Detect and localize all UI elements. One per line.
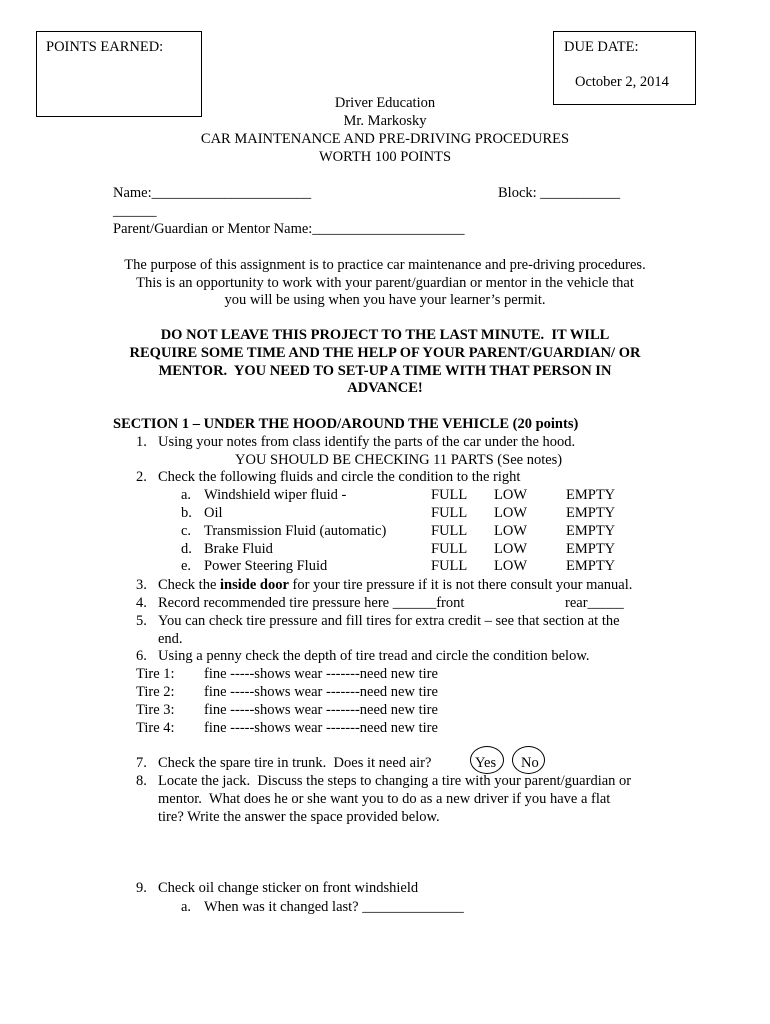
item-1-number: 1. <box>136 434 147 450</box>
tire-label: Tire 2: <box>136 684 175 700</box>
fluid-letter: b. <box>181 505 192 521</box>
teacher-name: Mr. Markosky <box>343 113 427 129</box>
fluid-letter: d. <box>181 541 192 557</box>
tire-label: Tire 4: <box>136 720 175 736</box>
item-3-text-pre: Check the <box>158 577 221 593</box>
item-8-line-1: Locate the jack. Discuss the steps to changing a tire with your parent/guardian or <box>158 773 632 789</box>
tire-options[interactable]: fine -----shows wear -------need new tire <box>204 720 438 736</box>
item-8-line-3: tire? Write the answer the space provided below. <box>158 809 440 825</box>
item-5-text-continued: end. <box>158 631 183 647</box>
item-2-text: Check the following fluids and circle the condition to the right <box>158 469 521 485</box>
yes-option[interactable]: Yes <box>475 755 497 771</box>
item-1-subtext: YOU SHOULD BE CHECKING 11 PARTS (See notes) <box>235 452 563 468</box>
item-2-number: 2. <box>136 469 147 485</box>
purpose-line-3: you will be using when you have your learner’s permit. <box>224 292 546 308</box>
fluid-letter: a. <box>181 487 192 503</box>
assignment-worth: WORTH 100 POINTS <box>318 149 452 165</box>
name-field: Name:______________________ <box>113 185 312 201</box>
warning-line-4: ADVANCE! <box>347 380 423 396</box>
tire-options[interactable]: fine -----shows wear -------need new tire <box>204 702 438 718</box>
fluid-full-option[interactable]: FULL <box>431 523 468 539</box>
fluid-low-option[interactable]: LOW <box>494 558 528 574</box>
fluid-empty-option[interactable]: EMPTY <box>566 523 616 539</box>
warning-line-2: REQUIRE SOME TIME AND THE HELP OF YOUR PARENT/GUARDIAN/ OR <box>129 345 641 361</box>
item-4-number: 4. <box>136 595 147 611</box>
purpose-line-1: The purpose of this assignment is to practice car maintenance and pre-driving procedures. <box>124 257 646 273</box>
points-earned-label: POINTS EARNED: <box>46 39 164 55</box>
item-9a-text: When was it changed last? ______________ <box>204 899 464 915</box>
item-4-text: Record recommended tire pressure here ______front <box>158 595 465 611</box>
fluid-full-option[interactable]: FULL <box>431 487 468 503</box>
item-3-text-post: for your tire pressure if it is not there consult your manual. <box>288 577 633 593</box>
due-date-box <box>553 31 696 105</box>
item-9-text: Check oil change sticker on front windshield <box>158 880 419 896</box>
item-1-text: Using your notes from class identify the parts of the car under the hood. <box>158 434 576 450</box>
item-4-rear: rear_____ <box>565 595 624 611</box>
fluid-empty-option[interactable]: EMPTY <box>566 558 616 574</box>
fluid-low-option[interactable]: LOW <box>494 505 528 521</box>
fluid-name: Windshield wiper fluid - <box>204 487 347 503</box>
item-9-number: 9. <box>136 880 147 896</box>
item-3-number: 3. <box>136 577 147 593</box>
item-6-text: Using a penny check the depth of tire tread and circle the condition below. <box>158 648 590 664</box>
fluid-low-option[interactable]: LOW <box>494 523 528 539</box>
item-9a-letter: a. <box>181 899 192 915</box>
item-3-text-bold: inside door <box>220 577 289 593</box>
item-3-text <box>158 578 632 593</box>
warning-line-3: MENTOR. YOU NEED TO SET-UP A TIME WITH THAT PERSON IN <box>158 363 612 379</box>
warning-line-1: DO NOT LEAVE THIS PROJECT TO THE LAST MINUTE. IT WILL <box>160 327 610 343</box>
item-7-text: Check the spare tire in trunk. Does it need air? <box>158 755 432 771</box>
fluid-full-option[interactable]: FULL <box>431 558 468 574</box>
no-option[interactable]: No <box>521 755 539 771</box>
fluid-empty-option[interactable]: EMPTY <box>566 487 616 503</box>
purpose-line-2: This is an opportunity to work with your parent/guardian or mentor in the vehicle that <box>136 275 634 291</box>
item-8-number: 8. <box>136 773 147 789</box>
item-7-number: 7. <box>136 755 147 771</box>
fluid-empty-option[interactable]: EMPTY <box>566 505 616 521</box>
fluid-low-option[interactable]: LOW <box>494 487 528 503</box>
due-date-value: October 2, 2014 <box>575 74 669 90</box>
item-5-text: You can check tire pressure and fill tires for extra credit – see that section at the <box>158 613 620 629</box>
fluid-name: Oil <box>204 505 223 521</box>
tire-label: Tire 3: <box>136 702 175 718</box>
guardian-name-field: Parent/Guardian or Mentor Name:_____________________ <box>113 221 465 237</box>
fluid-full-option[interactable]: FULL <box>431 541 468 557</box>
item-6-number: 6. <box>136 648 147 664</box>
block-field-continued: ______ <box>113 203 157 219</box>
tire-options[interactable]: fine -----shows wear -------need new tire <box>204 684 438 700</box>
block-field: Block: ___________ <box>498 185 621 201</box>
course-title: Driver Education <box>334 95 436 111</box>
fluid-low-option[interactable]: LOW <box>494 541 528 557</box>
fluid-empty-option[interactable]: EMPTY <box>566 541 616 557</box>
section-1-heading: SECTION 1 – UNDER THE HOOD/AROUND THE VEHICLE (20 points) <box>113 416 579 432</box>
fluid-letter: c. <box>181 523 192 539</box>
fluid-name: Transmission Fluid (automatic) <box>204 523 387 539</box>
fluid-full-option[interactable]: FULL <box>431 505 468 521</box>
assignment-title: CAR MAINTENANCE AND PRE-DRIVING PROCEDURES <box>200 131 570 147</box>
due-date-label: DUE DATE: <box>564 39 639 55</box>
item-8-line-2: mentor. What does he or she want you to do as a new driver if you have a flat <box>158 791 611 807</box>
fluid-letter: e. <box>181 558 192 574</box>
tire-options[interactable]: fine -----shows wear -------need new tire <box>204 666 438 682</box>
fluid-name: Brake Fluid <box>204 541 273 557</box>
item-5-number: 5. <box>136 613 147 629</box>
fluid-name: Power Steering Fluid <box>204 558 328 574</box>
tire-label: Tire 1: <box>136 666 175 682</box>
